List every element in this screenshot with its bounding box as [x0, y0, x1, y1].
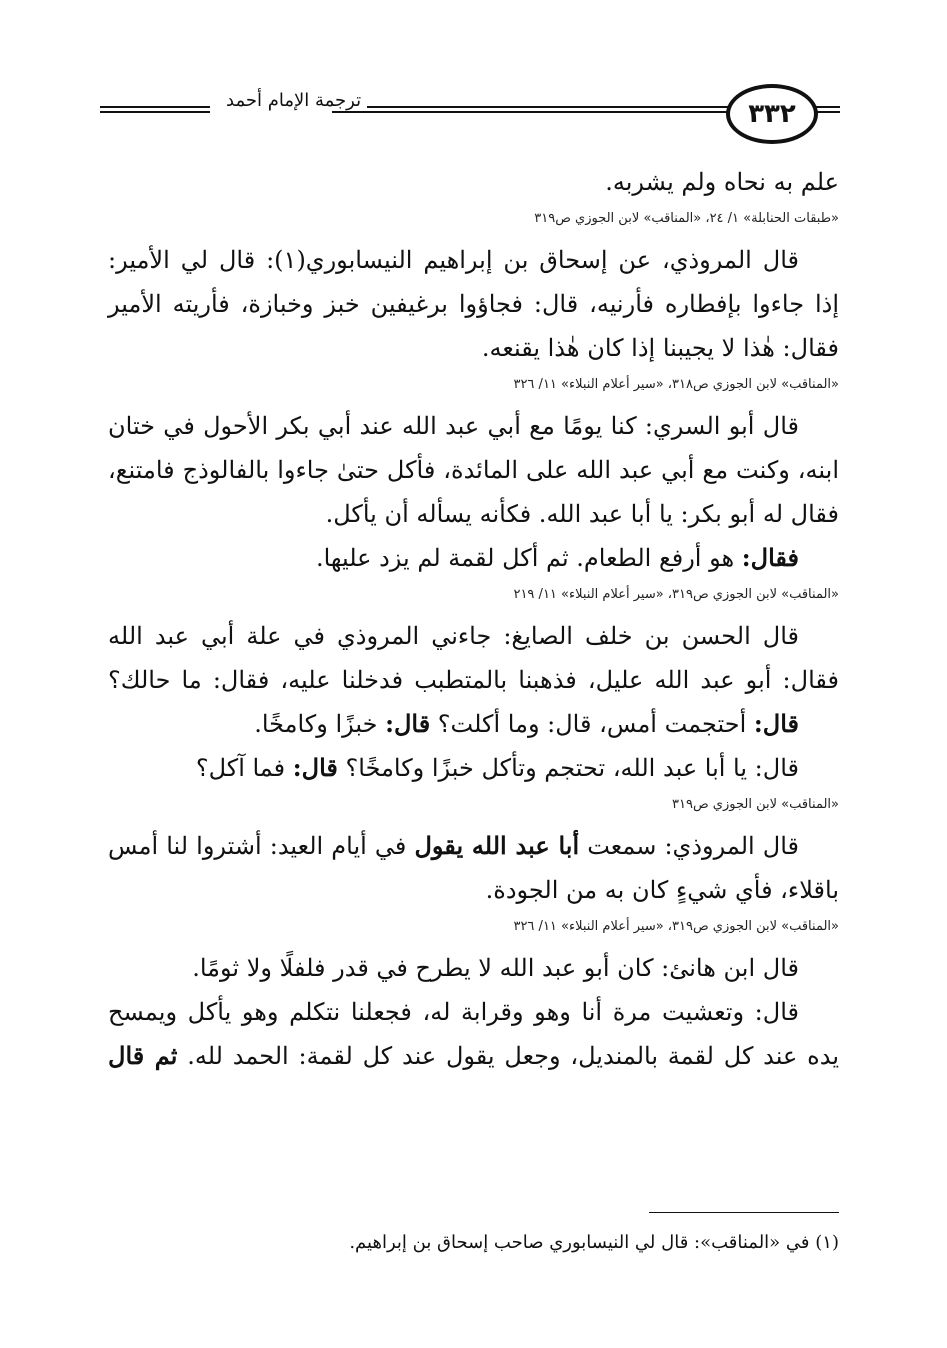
line-start: يده عند كل لقمة بالمنديل، وجعل يقول عند كل لقمة: الحمد لله.: [177, 1042, 839, 1070]
source-citation: «المناقب» لابن الجوزي ص٣١٩، «سير أعلام النبلاء» ١١/ ٣٢٦: [513, 919, 839, 934]
text-line: قال ابن هانئ: كان أبو عبد الله لا يطرح في قدر فلفلًا ولا ثومًا.: [192, 954, 799, 982]
text-line: [108, 824, 839, 868]
line-rest: هو أرفع الطعام. ثم أكل لقمة لم يزد عليها.: [315, 544, 742, 572]
source-citation: «المناقب» لابن الجوزي ص٣١٩، «سير أعلام النبلاء» ١١/ ٢١٩: [513, 587, 839, 602]
text-line: قال أبو السري: كنا يومًا مع أبي عبد الله عند أبي بكر الأحول في ختان: [108, 412, 799, 440]
footnote-number: (١): [815, 1232, 839, 1253]
text-line: إذا جاءوا بإفطاره فأرنيه، قال: فجاؤوا برغيفين خبز وخبازة، فأريته الأمير: [108, 290, 839, 318]
text-line: [108, 746, 839, 790]
text-line: ابنه، وكنت مع أبي عبد الله على المائدة، فأكل حتىٰ جاءوا بالفالوذج فامتنع،: [108, 456, 839, 484]
line-mid: أحتجمت أمس، قال: وما أكلت؟: [430, 710, 754, 738]
bold-lead: فقال:: [741, 543, 799, 572]
line-start: قال المروذي: سمعت: [579, 832, 799, 860]
text-line: باقلاء، فأي شيءٍ كان به من الجودة.: [485, 876, 839, 904]
text-line: قال الحسن بن خلف الصايغ: جاءني المروذي في علة أبي عبد الله: [108, 622, 799, 650]
text-line: فقال: أبو عبد الله عليل، فذهبنا بالمتطبب فدخلنا عليه، فقال: ما حالك؟: [108, 666, 839, 694]
page-number: ٣٣٢: [748, 99, 796, 129]
bold-inline: قال:: [385, 709, 431, 738]
main-text: [108, 160, 839, 1078]
source-citation: «طبقات الحنابلة» ١/ ٢٤، «المناقب» لابن الجوزي ص٣١٩: [534, 211, 839, 226]
header-rule-left: [100, 106, 210, 113]
text-line: [108, 1034, 839, 1078]
bold-inline: ثم قال: [108, 1041, 178, 1070]
source-citation: «المناقب» لابن الجوزي ص٣١٨، «سير أعلام النبلاء» ١١/ ٣٢٦: [513, 377, 839, 392]
bold-inline: أبا عبد الله يقول: [414, 831, 580, 860]
line-end: في أيام العيد: أشتروا لنا أمس: [108, 832, 415, 860]
page-number-badge: [726, 84, 818, 144]
text-line: [108, 702, 839, 746]
bold-lead: قال:: [753, 709, 799, 738]
bold-inline: قال:: [292, 753, 338, 782]
header-rule-middle: [332, 106, 732, 113]
line-start: قال: يا أبا عبد الله، تحتجم وتأكل خبزًا وكامخًا؟: [337, 754, 799, 782]
footnote-text: في «المناقب»: قال لي النيسابوري صاحب إسحاق بن إبراهيم.: [349, 1232, 810, 1253]
line-end: فما آكل؟: [195, 754, 293, 782]
running-title: ترجمة الإمام أحمد: [220, 90, 367, 111]
source-citation: «المناقب» لابن الجوزي ص٣١٩: [672, 797, 839, 812]
text-line: علم به نحاه ولم يشربه.: [605, 168, 839, 196]
footnote-divider: [649, 1212, 839, 1213]
text-line: [108, 536, 839, 580]
footnote: [108, 1228, 839, 1258]
text-line: قال: وتعشيت مرة أنا وهو وقرابة له، فجعلنا نتكلم وهو يأكل ويمسح: [108, 998, 799, 1026]
text-line: فقال: هٰذا لا يجيبنا إذا كان هٰذا يقنعه.: [481, 334, 839, 362]
text-line: قال المروذي، عن إسحاق بن إبراهيم النيسابوري(١): قال لي الأمير:: [108, 246, 799, 274]
line-end: خبزًا وكامخًا.: [254, 710, 386, 738]
page-header: [100, 80, 840, 140]
text-line: فقال له أبو بكر: يا أبا عبد الله. فكأنه يسأله أن يأكل.: [325, 500, 839, 528]
